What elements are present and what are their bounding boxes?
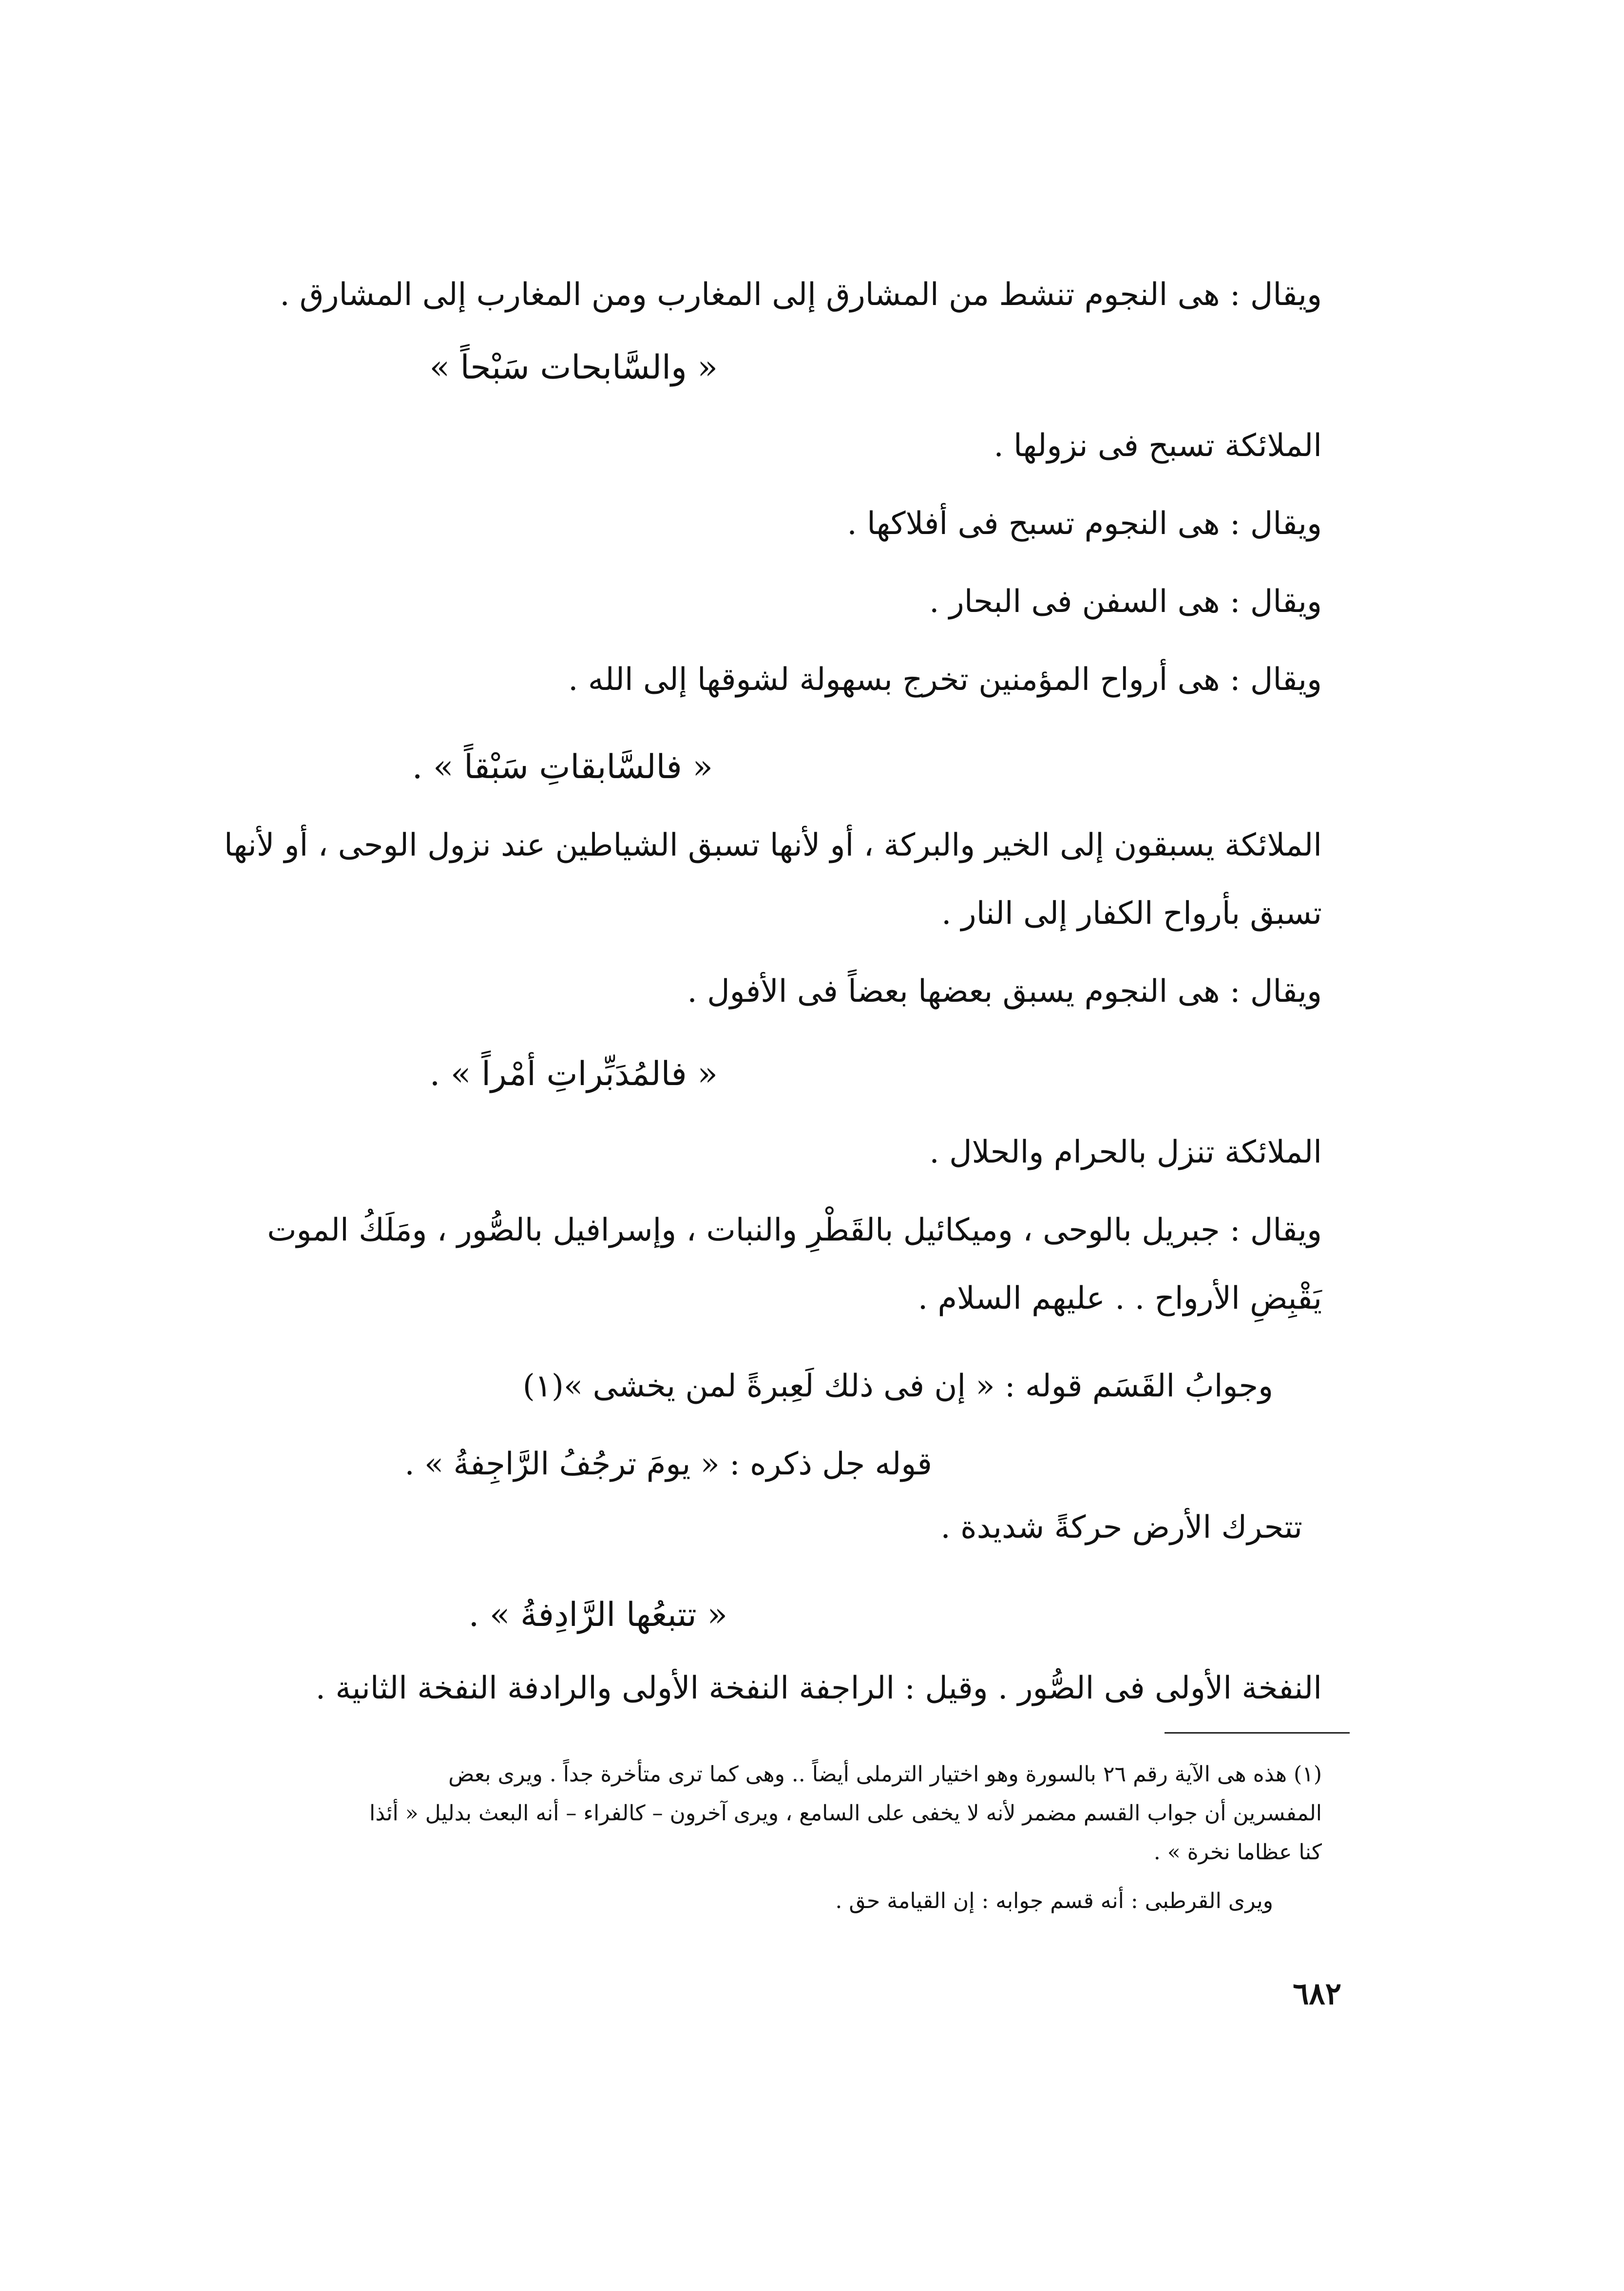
text-line: النفخة الأولى فى الصُّور . وقيل : الراجفة النفخة الأولى والرادفة النفخة الثانية . xyxy=(315,1670,1322,1706)
text-line: ويقال : جبريل بالوحى ، وميكائيل بالقَطْرِ والنبات ، وإسرافيل بالصُّور ، ومَلَكُ الموت xyxy=(267,1212,1322,1248)
text-line: الملائكة يسبقون إلى الخير والبركة ، أو لأنها تسبق الشياطين عند نزول الوحى ، أو لأنها xyxy=(224,827,1322,863)
footnote-line: (١) هذه هى الآية رقم ٢٦ بالسورة وهو اختيار الترملى أيضاً .. وهى كما ترى متأخرة جداً . ويرى بعض xyxy=(448,1762,1322,1787)
text-line: الملائكة تنزل بالحرام والحلال . xyxy=(929,1134,1322,1170)
quran-verse: « والسَّابحات سَبْحاً » xyxy=(429,348,718,387)
footnote-separator xyxy=(1165,1732,1350,1734)
quran-verse: « فالمُدَبِّراتِ أمْراً » . xyxy=(429,1055,718,1093)
text-line: تسبق بأرواح الكفار إلى النار . xyxy=(941,896,1322,932)
text-line: قوله جل ذكره : « يومَ ترجُفُ الرَّاجِفةُ » . xyxy=(404,1446,932,1482)
text-line: ويقال : هى النجوم تنشط من المشارق إلى المغارب ومن المغارب إلى المشارق . xyxy=(280,277,1322,313)
text-line: ويقال : هى أرواح المؤمنين تخرج بسهولة لشوقها إلى الله . xyxy=(568,662,1322,698)
footnote-line: كنا عظاما نخرة » . xyxy=(1153,1840,1322,1865)
text-line: يَقْبِضِ الأرواح . . عليهم السلام . xyxy=(917,1280,1322,1317)
page-number: ٦٨٢ xyxy=(1293,1976,1341,2011)
text-line: الملائكة تسبح فى نزولها . xyxy=(994,428,1322,464)
quran-verse: « فالسَّابقاتِ سَبْقاً » . xyxy=(412,748,713,786)
text-line: ويقال : هى النجوم تسبح فى أفلاكها . xyxy=(847,506,1322,542)
text-line: ويقال : هى السفن فى البحار . xyxy=(929,584,1322,620)
text-line: ويقال : هى النجوم يسبق بعضها بعضاً فى الأفول . xyxy=(687,974,1322,1010)
footnote-line: ويرى القرطبى : أنه قسم جوابه : إن القيامة حق . xyxy=(835,1889,1273,1913)
text-line: تتحرك الأرض حركةً شديدة . xyxy=(940,1509,1302,1546)
footnote-line: المفسرين أن جواب القسم مضمر لأنه لا يخفى على السامع ، ويرى آخرون – كالفراء – أنه البعث بدليل « أئذا xyxy=(369,1801,1322,1826)
text-line: وجوابُ القَسَم قوله : « إن فى ذلك لَعِبرةً لمن يخشى »(١) xyxy=(522,1368,1273,1404)
quran-verse: « تتبعُها الرَّادِفةُ » . xyxy=(468,1596,727,1634)
